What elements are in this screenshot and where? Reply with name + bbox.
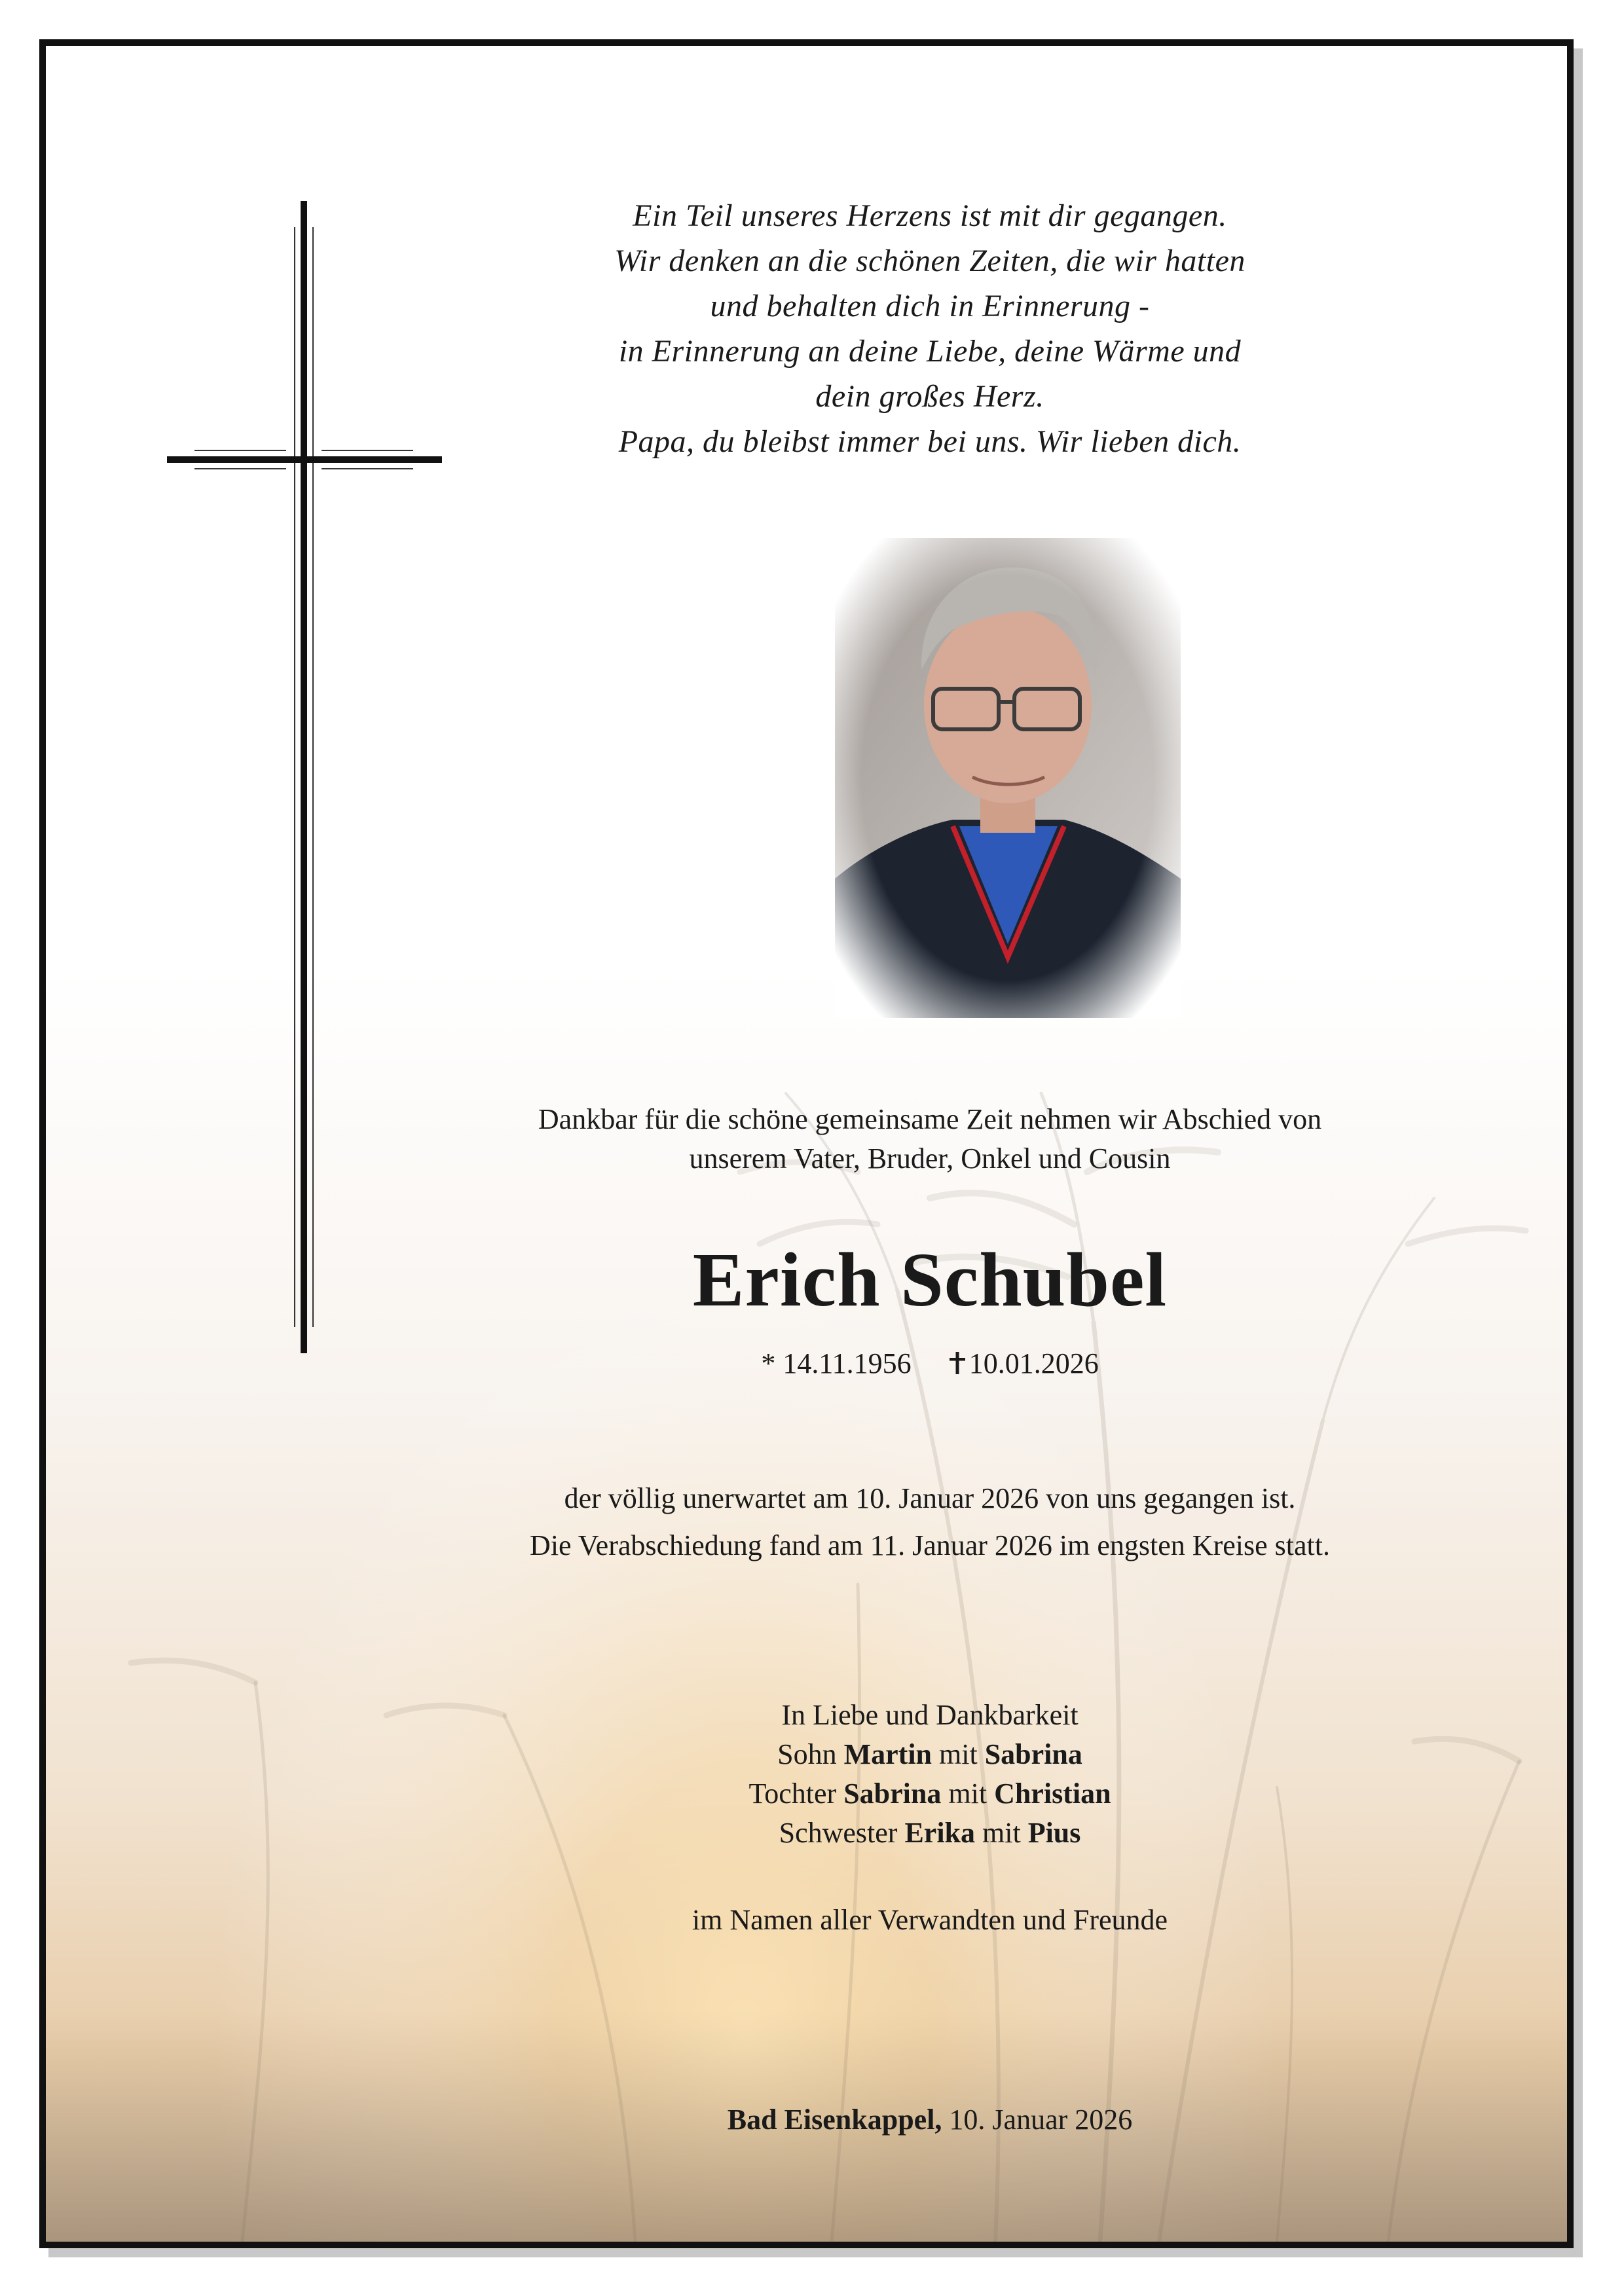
mourners-list: [635, 1696, 1225, 1853]
life-dates: [504, 1345, 1356, 1382]
cross-icon: [167, 201, 442, 1353]
partner-name: Christian: [994, 1777, 1111, 1810]
relatives-note: im Namen aller Verwandten und Freunde: [692, 1904, 1168, 1936]
mourner-entry: [635, 1813, 1225, 1853]
portrait-photo: [835, 538, 1181, 1018]
relation-label: Schwester: [779, 1817, 898, 1849]
mourner-name: Martin: [843, 1738, 932, 1770]
death-cross-icon: [950, 1352, 965, 1374]
verse-line: in Erinnerung an deine Liebe, deine Wärme und: [618, 334, 1242, 369]
relation-label: Sohn: [777, 1738, 837, 1770]
obituary-card: [39, 39, 1574, 2248]
mourners-heading: In Liebe und Dankbarkeit: [781, 1699, 1079, 1731]
verse-line: und behalten dich in Erinnerung -: [710, 289, 1150, 323]
mourner-name: Sabrina: [843, 1777, 942, 1810]
intro-line: Dankbar für die schöne gemeinsame Zeit nehmen wir Abschied von: [538, 1103, 1322, 1135]
joiner-word: mit: [939, 1738, 978, 1770]
obituary-content: [46, 46, 1567, 2242]
joiner-word: mit: [948, 1777, 987, 1810]
mourner-entry: [635, 1774, 1225, 1813]
notice-date: 10. Januar 2026: [949, 2104, 1133, 2136]
birth-symbol: *: [761, 1347, 776, 1379]
passing-notice: [504, 1475, 1356, 1569]
passing-line: Die Verabschiedung fand am 11. Januar 2026 im engsten Kreise statt.: [530, 1529, 1330, 1561]
passing-line: der völlig unerwartet am 10. Januar 2026 von uns gegangen ist.: [564, 1482, 1296, 1514]
farewell-intro: [504, 1100, 1356, 1178]
partner-name: Sabrina: [984, 1738, 1082, 1770]
verse-line: dein großes Herz.: [815, 379, 1044, 414]
birth-date: 14.11.1956: [783, 1347, 912, 1379]
verse-line: Papa, du bleibst immer bei uns. Wir lieben dich.: [618, 424, 1242, 459]
place-and-date: [570, 2102, 1290, 2138]
memorial-verse: [570, 193, 1290, 464]
intro-line: unserem Vater, Bruder, Onkel und Cousin: [689, 1142, 1171, 1175]
relation-label: Tochter: [748, 1777, 837, 1810]
joiner-word: mit: [982, 1817, 1021, 1849]
verse-line: Ein Teil unseres Herzens ist mit dir gegangen.: [633, 198, 1227, 233]
deceased-name: Erich Schubel: [692, 1237, 1168, 1322]
place-name: Bad Eisenkappel,: [727, 2104, 942, 2136]
verse-line: Wir denken an die schönen Zeiten, die wir hatten: [614, 244, 1246, 278]
partner-name: Pius: [1027, 1817, 1081, 1849]
mourner-name: Erika: [904, 1817, 976, 1849]
death-date: 10.01.2026: [969, 1347, 1099, 1379]
mourner-entry: [635, 1735, 1225, 1774]
